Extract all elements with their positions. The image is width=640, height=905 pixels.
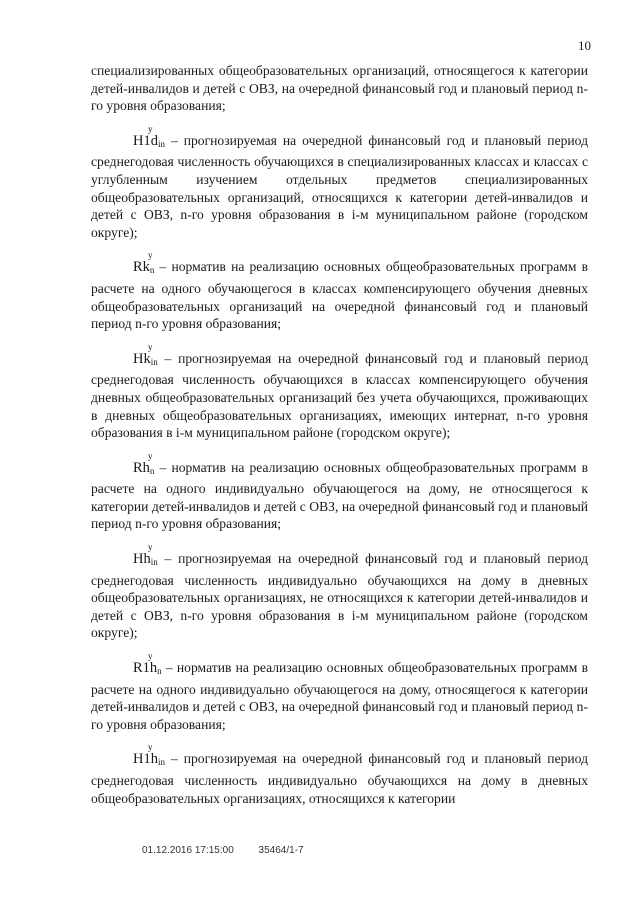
variable-symbol [133,250,155,280]
variable-symbol [133,742,165,772]
symbol-subscript: in [150,557,158,568]
symbol-superscript: y [148,450,153,461]
definition-paragraph [91,341,588,442]
symbol-subscript: in [157,138,165,149]
definition-text: – норматив на реализацию основных общеобразовательных программ в расчете на одного индивидуально обучающегося на дому, не относящегося к категории детей-инвалидов и детей с ОВЗ, на очередной финансовый год и плановый период n-го уровня образования; [91,459,588,532]
symbol-subscript: in [157,757,165,768]
variable-symbol [133,450,155,481]
symbol-subscript: in [150,356,158,367]
definitions-list [91,123,588,807]
document-footer [142,845,326,856]
variable-symbol [133,651,162,681]
symbol-base: Rk [133,259,150,276]
footer-timestamp: 01.12.2016 17:15:00 [142,845,234,856]
page-number: 10 [578,38,591,53]
footer-doc-id: 35464/1-7 [258,845,304,856]
symbol-superscript: y [148,250,153,261]
definition-paragraph [91,651,588,733]
variable-symbol [133,542,158,572]
intro-paragraph: специализированных общеобразовательных организаций, относящегося к категории детей-инвалидов и детей с ОВЗ, на очередной финансовый год и плановый период n-го уровня образования; [91,63,588,114]
symbol-superscript: y [148,341,153,352]
definition-text: – норматив на реализацию основных общеобразовательных программ в расчете на одного обучающегося в классах компенсирующего обучения дневных общеобразовательных организаций на очередной финансовый год и плановый период n-го уровня образования; [91,259,588,332]
definition-paragraph [91,123,588,242]
symbol-base: H1d [133,132,158,149]
document-body [91,62,588,824]
symbol-base: H1h [133,751,158,768]
symbol-subscript: n [149,465,155,476]
definition-text: – прогнозируемая на очередной финансовый год и плановый период среднегодовая численность обучающихся в классах компенсирующего обучения дневных общеобразовательных организаций без учета обучающихся, проживающих в дневных общеобразовательных организациях, имеющих интернат, n-го уровня образования в i-м муниципальном районе (городском округе); [91,350,588,441]
symbol-base: R1h [133,660,158,677]
definition-paragraph [91,542,588,642]
definition-text: – норматив на реализацию основных общеобразовательных программ в расчете на одного индивидуально обучающегося на дому, относящегося к категории детей-инвалидов и детей с ОВЗ, на очередной финансовый год и плановый период n-го уровня образования; [91,660,588,732]
symbol-superscript: y [148,123,153,134]
variable-symbol [133,123,165,154]
symbol-subscript: n [157,666,162,677]
definition-paragraph [91,250,588,332]
definition-text: – прогнозируемая на очередной финансовый год и плановый период среднегодовая численность индивидуально обучающихся на дому в дневных общеобразовательных организациях, относящихся к категории [91,751,588,806]
definition-paragraph [91,742,588,807]
symbol-superscript: y [148,742,153,753]
symbol-base: Hh [133,551,151,568]
symbol-superscript: y [148,651,153,662]
symbol-base: Rh [133,459,150,476]
symbol-base: Hk [133,350,151,367]
definition-paragraph [91,450,588,533]
symbol-subscript: n [149,265,155,276]
definition-text: – прогнозируемая на очередной финансовый год и плановый период среднегодовая численность индивидуально обучающихся на дому в дневных общеобразовательных организациях, не относящихся к категории детей-инвалидов и детей с ОВЗ, n-го уровня образования в i-м муниципальном районе (городском округе); [91,551,588,641]
symbol-superscript: y [148,542,153,553]
definition-text: – прогнозируемая на очередной финансовый год и плановый период среднегодовая численность обучающихся в специализированных классах и классах с углубленным изучением отдельных предметов специализированных общеобразовательных организаций, относящихся к категории детей-инвалидов и детей с ОВЗ, n-го уровня образования в i-м муниципальном районе (городском округе); [91,132,588,240]
variable-symbol [133,341,158,372]
